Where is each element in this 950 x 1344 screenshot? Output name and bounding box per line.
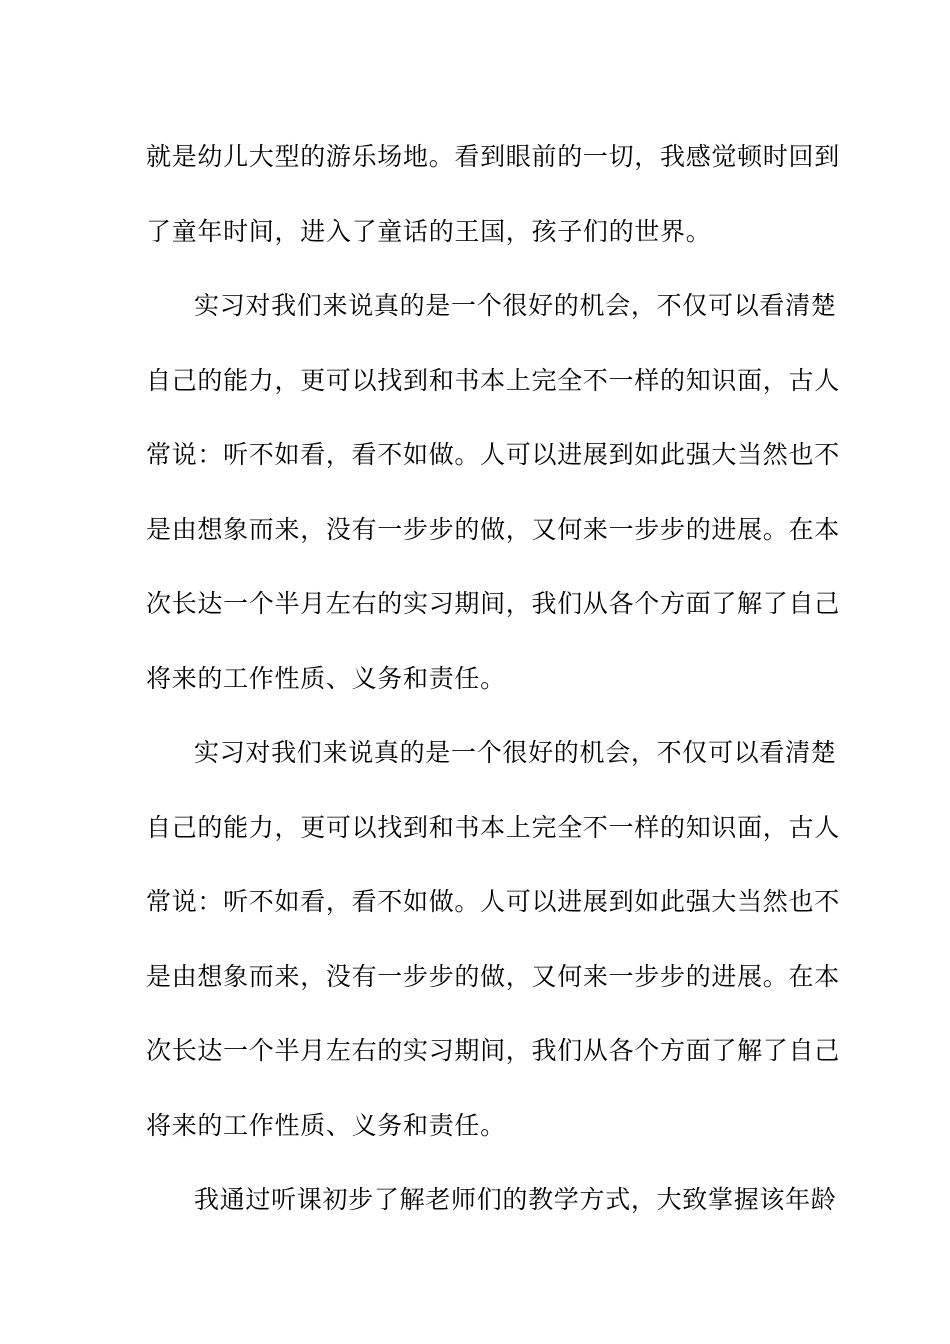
text-line: 是由想象而来，没有一步步的做，又何来一步步的进展。在本 — [146, 961, 840, 991]
text-line: 次长达一个半月左右的实习期间，我们从各个方面了解了自己 — [146, 589, 840, 618]
text-line: 将来的工作性质、义务和责任。 — [146, 1110, 506, 1140]
text-line: 了童年时间，进入了童话的王国，孩子们的世界。 — [146, 216, 712, 246]
text-line: 实习对我们来说真的是一个很好的机会，不仅可以看清楚 — [194, 738, 837, 767]
text-line: 自己的能力，更可以找到和书本上完全不一样的知识面，古人 — [146, 812, 840, 842]
text-line: 就是幼儿大型的游乐场地。看到眼前的一切，我感觉顿时回到 — [146, 142, 840, 171]
text-line: 常说：听不如看，看不如做。人可以进展到如此强大当然也不 — [146, 440, 840, 469]
text-line: 自己的能力，更可以找到和书本上完全不一样的知识面，古人 — [146, 365, 840, 395]
text-line: 是由想象而来，没有一步步的做，又何来一步步的进展。在本 — [146, 514, 840, 544]
text-line: 次长达一个半月左右的实习期间，我们从各个方面了解了自己 — [146, 1036, 840, 1065]
body-text — [146, 120, 840, 1238]
text-line: 实习对我们来说真的是一个很好的机会，不仅可以看清楚 — [194, 291, 837, 320]
text-line: 将来的工作性质、义务和责任。 — [146, 663, 506, 693]
text-line: 我通过听课初步了解老师们的教学方式，大致掌握该年龄 — [194, 1185, 837, 1214]
text-line: 常说：听不如看，看不如做。人可以进展到如此强大当然也不 — [146, 887, 840, 916]
